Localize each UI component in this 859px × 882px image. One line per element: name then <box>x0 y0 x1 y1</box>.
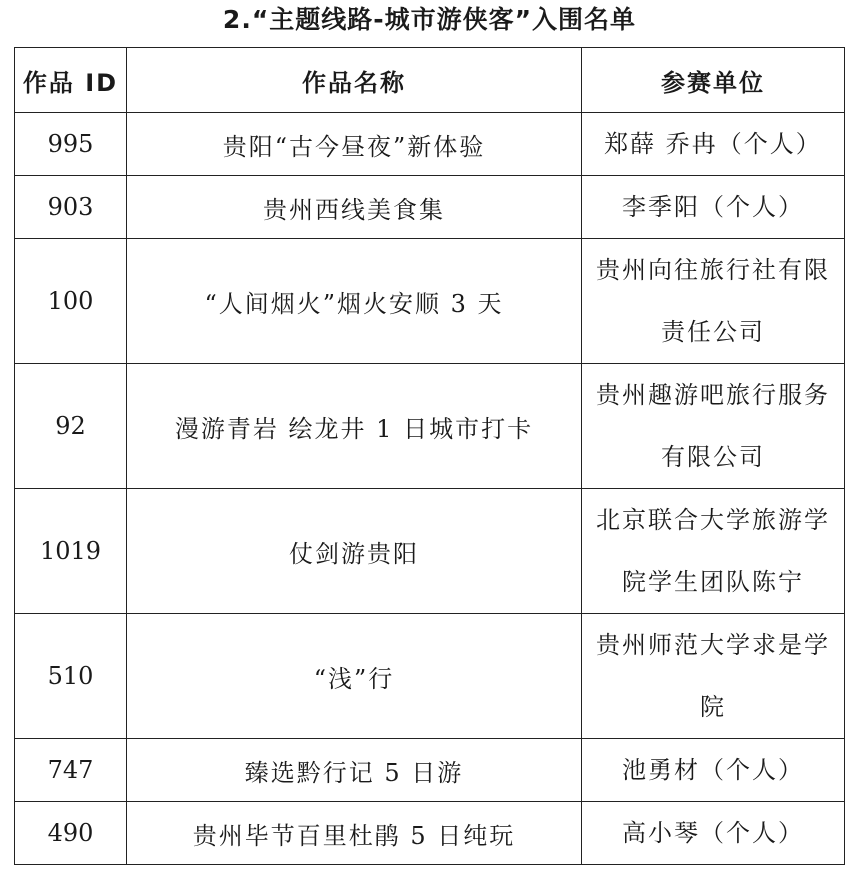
cell-unit-text: 贵州趣游吧旅行服务有限公司 <box>596 381 830 471</box>
table-row <box>15 739 845 802</box>
table-row <box>15 802 845 865</box>
page-title: 2.“主题线路-城市游侠客”入围名单 <box>222 5 637 34</box>
table-row <box>15 176 845 239</box>
cell-unit-text: 北京联合大学旅游学院学生团队陈宁 <box>596 506 830 596</box>
table-row <box>15 614 845 739</box>
cell-name: 贵阳“古今昼夜”新体验 <box>127 113 582 176</box>
cell-unit: 高小琴（个人） <box>582 802 845 865</box>
cell-id: 747 <box>15 739 127 802</box>
header-unit: 参赛单位 <box>582 48 845 113</box>
cell-id: 92 <box>15 364 127 489</box>
header-name: 作品名称 <box>127 48 582 113</box>
header-id: 作品 ID <box>15 48 127 113</box>
table-row <box>15 239 845 364</box>
cell-name: 贵州毕节百里杜鹃 5 日纯玩 <box>127 802 582 865</box>
cell-name: 臻选黔行记 5 日游 <box>127 739 582 802</box>
cell-id: 100 <box>15 239 127 364</box>
cell-unit-text: 贵州师范大学求是学院 <box>596 631 830 721</box>
cell-name: 漫游青岩 绘龙井 1 日城市打卡 <box>127 364 582 489</box>
cell-unit <box>582 364 845 489</box>
table-header-row <box>15 48 845 113</box>
table-row <box>15 364 845 489</box>
cell-name: “浅”行 <box>127 614 582 739</box>
cell-unit <box>582 489 845 614</box>
shortlist-table <box>14 47 845 865</box>
cell-unit: 李季阳（个人） <box>582 176 845 239</box>
cell-unit <box>582 614 845 739</box>
cell-id: 903 <box>15 176 127 239</box>
cell-unit-text: 贵州向往旅行社有限责任公司 <box>596 256 830 346</box>
cell-id: 490 <box>15 802 127 865</box>
table-row <box>15 489 845 614</box>
cell-unit: 池勇材（个人） <box>582 739 845 802</box>
cell-name: 仗剑游贵阳 <box>127 489 582 614</box>
cell-name: 贵州西线美食集 <box>127 176 582 239</box>
cell-unit: 郑薛 乔冉（个人） <box>582 113 845 176</box>
cell-name: “人间烟火”烟火安顺 3 天 <box>127 239 582 364</box>
table-row <box>15 113 845 176</box>
cell-id: 510 <box>15 614 127 739</box>
cell-id: 1019 <box>15 489 127 614</box>
cell-id: 995 <box>15 113 127 176</box>
cell-unit <box>582 239 845 364</box>
